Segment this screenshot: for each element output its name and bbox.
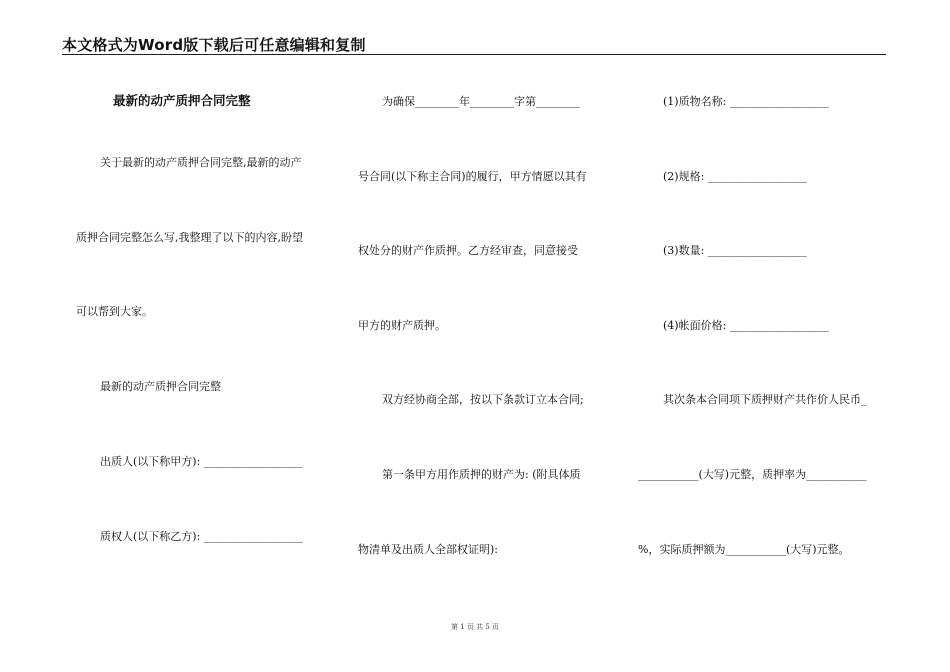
middle-line-3: 权处分的财产作质押。乙方经审查，同意接受 [358, 244, 578, 257]
left-line-1: 关于最新的动产质押合同完整,最新的动产 [100, 156, 302, 169]
document-title: 最新的动产质押合同完整 [113, 93, 251, 108]
right-line-3: (3)数量: __________________ [663, 244, 807, 257]
left-line-3: 可以帮到大家。 [76, 305, 153, 318]
middle-line-7: 物清单及出质人全部权证明): [358, 543, 498, 556]
right-line-6: ___________(大写)元整，质押率为___________ [638, 468, 867, 481]
page-header [62, 34, 886, 55]
right-line-2: (2)规格: __________________ [663, 170, 807, 183]
right-line-1: (1)质物名称: __________________ [663, 95, 829, 108]
left-line-4: 最新的动产质押合同完整 [100, 380, 221, 393]
right-line-5: 其次条本合同项下质押财产共作价人民币_ [663, 393, 867, 406]
pledgee-line: 质权人(以下称乙方): __________________ [100, 530, 303, 543]
page-number: 第 1 页 共 5 页 [450, 623, 500, 631]
middle-line-6: 第一条甲方用作质押的财产为: (附具体质 [382, 468, 581, 481]
pledgor-line: 出质人(以下称甲方): __________________ [100, 455, 303, 468]
middle-line-4: 甲方的财产质押。 [358, 319, 446, 332]
middle-line-2: 号合同(以下称主合同)的履行，甲方情愿以其有 [358, 170, 587, 183]
header-text: 本文格式为Word版下载后可任意编辑和复制 [62, 36, 366, 54]
right-line-7: %，实际质押额为___________(大写)元整。 [638, 543, 850, 556]
middle-line-5: 双方经协商全部，按以下条款订立本合同; [382, 393, 584, 406]
middle-line-1: 为确保________年________字第________ [382, 95, 580, 108]
left-line-2: 质押合同完整怎么写,我整理了以下的内容,盼望 [76, 231, 303, 244]
right-line-4: (4)帐面价格: __________________ [663, 319, 829, 332]
